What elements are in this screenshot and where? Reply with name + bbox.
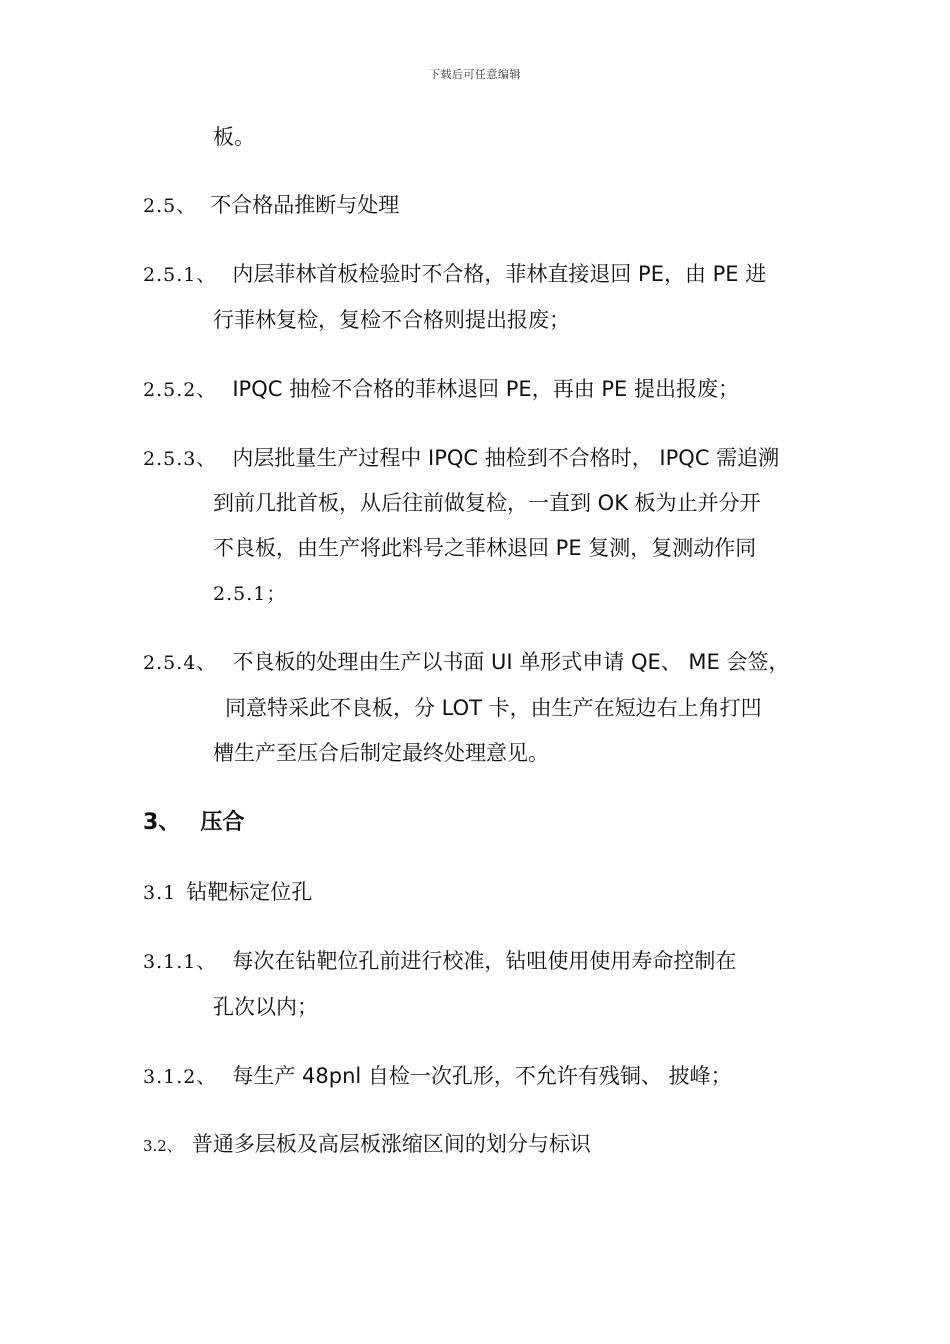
- paragraph-line: [213, 738, 549, 768]
- paragraph-line: [213, 533, 756, 563]
- section-title: 钻靶标定位孔: [186, 880, 313, 904]
- clause-number: 2.5.1、: [143, 264, 217, 286]
- line-text: 行菲林复检，复检不合格则提出报废；: [213, 308, 570, 332]
- line-text: 槽生产至压合后制定最终处理意见。: [213, 741, 549, 765]
- clause-number: 3.1.1、: [143, 951, 217, 973]
- section-number: 3.1: [143, 882, 177, 904]
- clause-3-1-2: [143, 1061, 732, 1092]
- clause-2-5-2: [143, 374, 739, 405]
- section-heading-3-2: [143, 1129, 591, 1161]
- clause-number: 2.5.4、: [143, 652, 217, 674]
- page-header: 下载后可任意编辑: [429, 68, 521, 81]
- section-number: 3.2、: [143, 1137, 182, 1155]
- clause-2-5-1: [143, 259, 766, 290]
- clause-text: 不良板的处理由生产以书面 UI 单形式申请 QE、 ME 会签，: [232, 650, 790, 674]
- clause-number: 2.5.2、: [143, 379, 217, 401]
- section-heading-2-5: [143, 190, 399, 221]
- section-heading-3-1: [143, 877, 312, 908]
- line-text: 2.5.1；: [213, 583, 287, 605]
- clause-number: 2.5.3、: [143, 448, 217, 470]
- chapter-number: 3、: [143, 810, 181, 835]
- clause-text: IPQC 抽检不合格的菲林退回 PE，再由 PE 提出报废；: [232, 377, 739, 401]
- section-title: 普通多层板及高层板涨缩区间的划分与标识: [191, 1132, 591, 1156]
- line-text: 不良板，由生产将此料号之菲林退回 PE 复测，复测动作同: [213, 536, 757, 560]
- paragraph-line: [213, 488, 761, 518]
- paragraph-line: [225, 693, 762, 723]
- line-text: 到前几批首板，从后往前做复检，一直到 OK 板为止并分开: [213, 491, 761, 515]
- paragraph-line: [213, 305, 570, 335]
- clause-text: 内层批量生产过程中 IPQC 抽检到不合格时， IPQC 需追溯: [232, 446, 780, 470]
- section-title: 不合格品推断与处理: [210, 193, 400, 217]
- clause-3-1-1: [143, 946, 736, 977]
- paragraph-line: [213, 122, 255, 152]
- clause-text: 每次在钻靶位孔前进行校准，钻咀使用使用寿命控制在: [232, 949, 737, 973]
- section-number: 2.5、: [143, 195, 197, 217]
- clause-2-5-4: [143, 647, 789, 678]
- paragraph-line: [213, 579, 286, 609]
- chapter-heading-3: [143, 808, 244, 838]
- clause-number: 3.1.2、: [143, 1066, 217, 1088]
- clause-2-5-3: [143, 443, 779, 474]
- chapter-title: 压合: [200, 810, 245, 835]
- line-text: 孔次以内；: [213, 995, 318, 1019]
- line-text: 同意特采此不良板，分 LOT 卡，由生产在短边右上角打凹: [225, 696, 762, 720]
- clause-text: 内层菲林首板检验时不合格，菲林直接退回 PE，由 PE 进: [232, 262, 767, 286]
- paragraph-line: [213, 992, 318, 1022]
- line-text: 板。: [213, 125, 255, 149]
- clause-text: 每生产 48pnl 自检一次孔形，不允许有残铜、 披峰；: [232, 1064, 732, 1088]
